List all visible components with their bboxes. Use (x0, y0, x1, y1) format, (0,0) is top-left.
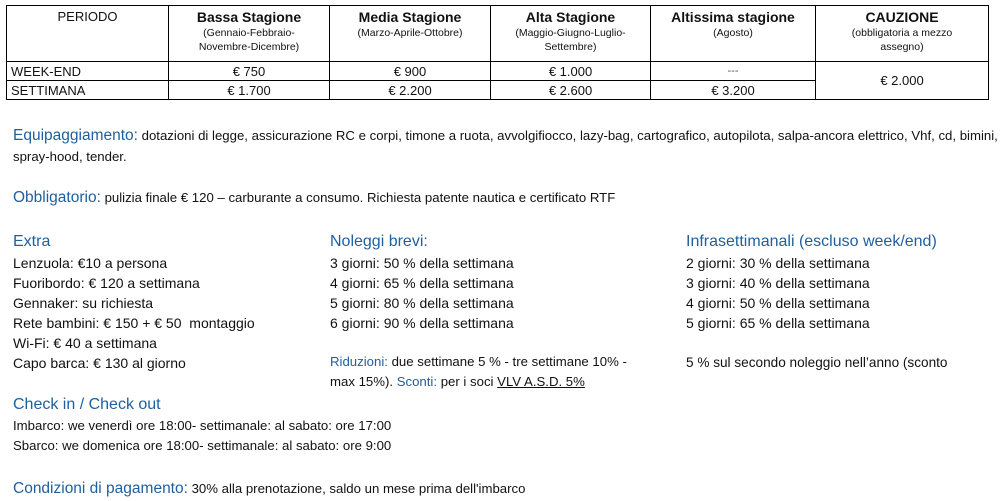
price-cell: € 1.700 (169, 81, 330, 100)
extra-section (13, 231, 255, 373)
table-row (7, 62, 989, 81)
list-item: 4 giorni: 50 % della settimana (686, 295, 870, 311)
payment-section (13, 479, 525, 499)
header-title: CAUZIONE (865, 9, 939, 25)
midweek-title: Infrasettimanali (escluso week/end) (686, 233, 937, 250)
price-cell: € 900 (330, 62, 491, 81)
list-item: 5 giorni: 65 % della settimana (686, 315, 870, 331)
equipment-text: dotazioni di legge, assicurazione RC e corpi, timone a ruota, avvolgifiocco, lazy-bag, cartografico, autopilota, salpa-ancora elettrico, Vhf, cd, bimini, spray-hood, tender. (13, 128, 998, 164)
header-deposit (816, 6, 989, 62)
header-low-season (169, 6, 330, 62)
short-rentals-section (330, 231, 514, 333)
price-cell: € 2.600 (491, 81, 651, 100)
header-title: Alta Stagione (525, 9, 616, 25)
mandatory-text: pulizia finale € 120 – carburante a consumo. Richiesta patente nautica e certificato RTF (104, 190, 616, 205)
mandatory-label: Obbligatorio: (13, 189, 101, 206)
checkin-section (13, 394, 391, 456)
list-item: 3 giorni: 50 % della settimana (330, 255, 514, 271)
header-title: Bassa Stagione (196, 9, 302, 25)
price-cell: --- (651, 62, 816, 81)
list-item: Gennaker: su richiesta (13, 295, 154, 311)
short-rentals-title: Noleggi brevi: (330, 233, 428, 250)
equipment-label: Equipaggiamento: (13, 127, 138, 144)
checkin-title: Check in / Check out (13, 396, 161, 413)
payment-label: Condizioni di pagamento: (13, 480, 188, 497)
header-subtitle: (Marzo-Aprile-Ottobre) (357, 27, 463, 39)
reductions-section (330, 352, 627, 392)
table-header-row (7, 6, 989, 62)
checkin-line: Sbarco: we domenica ore 18:00- settimanale: al sabato: ore 9:00 (13, 438, 392, 453)
list-item: 2 giorni: 30 % della settimana (686, 255, 870, 271)
price-cell: € 3.200 (651, 81, 816, 100)
equipment-section (13, 125, 998, 167)
list-item: 3 giorni: 40 % della settimana (686, 275, 870, 291)
header-mid-season (330, 6, 491, 62)
header-peak-season (651, 6, 816, 62)
discounts-text: per i soci (440, 374, 494, 389)
list-item: Lenzuola: €10 a persona (13, 255, 168, 271)
reductions-text: due settimane 5 % - tre settimane 10% - (391, 354, 627, 369)
list-item: 6 giorni: 90 % della settimana (330, 315, 514, 331)
reductions-text-2: max 15%). (330, 374, 394, 389)
list-item: 4 giorni: 65 % della settimana (330, 275, 514, 291)
price-cell: € 2.200 (330, 81, 491, 100)
header-period: PERIODO (7, 6, 169, 62)
list-item: Wi-Fi: € 40 a settimana (13, 335, 157, 351)
header-subtitle: (Gennaio-Febbraio-Novembre-Dicembre) (198, 27, 300, 53)
header-subtitle: (Agosto) (713, 27, 753, 39)
checkin-line: Imbarco: we venerdì ore 18:00- settimanale: al sabato: ore 17:00 (13, 418, 392, 433)
list-item: Capo barca: € 130 al giorno (13, 355, 186, 371)
header-title: Media Stagione (358, 9, 462, 25)
discounts-link[interactable]: VLV A.S.D. 5% (497, 374, 585, 389)
deposit-cell: € 2.000 (816, 62, 989, 100)
mandatory-section (13, 188, 615, 208)
list-item: Fuoribordo: € 120 a settimana (13, 275, 200, 291)
row-label-week: SETTIMANA (7, 81, 169, 100)
reductions-continuation: 5 % sul secondo noleggio nell’anno (sconto (686, 355, 948, 370)
header-title: Altissima stagione (671, 9, 795, 25)
rates-table (6, 5, 989, 100)
midweek-section (686, 231, 937, 333)
price-cell: € 750 (169, 62, 330, 81)
header-high-season (491, 6, 651, 62)
row-label-weekend: WEEK-END (7, 62, 169, 81)
payment-text: 30% alla prenotazione, saldo un mese prima dell'imbarco (191, 481, 526, 496)
reductions-label: Riduzioni: (330, 354, 388, 369)
list-item: 5 giorni: 80 % della settimana (330, 295, 514, 311)
list-item: Rete bambini: € 150 + € 50 montaggio (13, 315, 255, 331)
header-subtitle: (Maggio-Giugno-Luglio-Settembre) (515, 27, 626, 53)
price-cell: € 1.000 (491, 62, 651, 81)
discounts-label: Sconti: (396, 374, 438, 389)
extra-title: Extra (13, 233, 51, 250)
header-subtitle: (obbligatoria a mezzo assegno) (851, 27, 953, 53)
